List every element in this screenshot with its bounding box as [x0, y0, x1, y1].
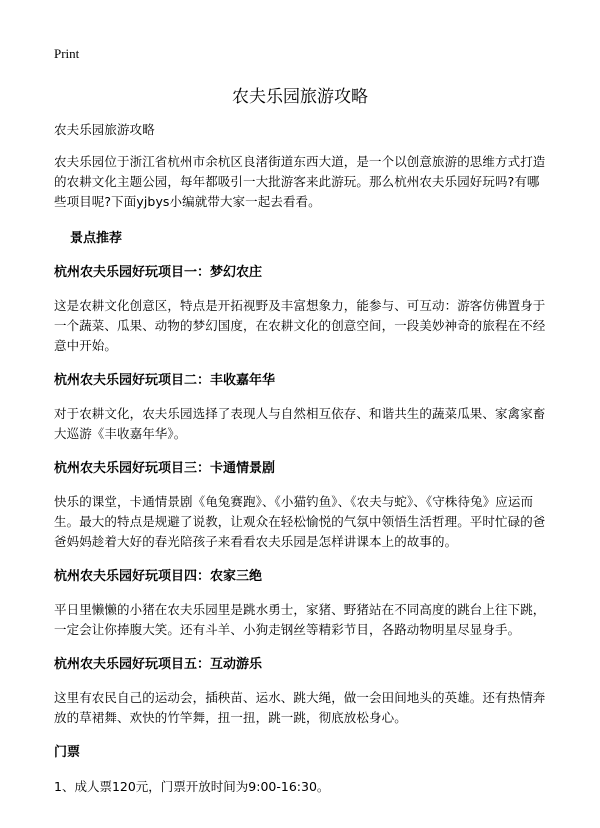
section-heading-attractions: 景点推荐 [70, 231, 123, 246]
item-paragraph-5: 这里有农民自己的运动会，插秧苗、运水、跳大绳，做一会田间地头的英雄。还有热情奔放的草裙舞、欢快的竹竿舞，扭一扭，跳一跳，彻底放松身心。 [54, 690, 546, 725]
ticket-line-1: 1、成人票120元，门票开放时间为9:00-16:30。 [54, 779, 330, 794]
item-heading-4: 杭州农夫乐园好玩项目四：农家三绝 [54, 569, 263, 584]
article-body [54, 120, 550, 796]
item-paragraph-3: 快乐的课堂，卡通情景剧《龟兔赛跑》、《小猫钓鱼》、《农夫与蛇》、《守株待兔》应运而生。最大的特点是规避了说教，让观众在轻松愉悦的气氛中领悟生活哲理。平时忙碌的爸爸妈妈趁着大好的春光陪孩子来看看农夫乐园是怎样讲课本上的故事的。 [54, 494, 546, 549]
article-title: 农夫乐园旅游攻略 [232, 87, 368, 107]
print-link[interactable]: Print [54, 46, 80, 61]
item-heading-1: 杭州农夫乐园好玩项目一：梦幻农庄 [54, 265, 263, 280]
item-paragraph-1: 这是农耕文化创意区，特点是开拓视野及丰富想象力，能参与、可互动：游客仿佛置身于一个蔬菜、瓜果、动物的梦幻国度，在农耕文化的创意空间，一段美妙神奇的旅程在不经意中开始。 [54, 298, 546, 353]
tickets-heading: 门票 [54, 745, 81, 760]
item-heading-2: 杭州农夫乐园好玩项目二：丰收嘉年华 [54, 373, 276, 388]
item-heading-3: 杭州农夫乐园好玩项目三：卡通情景剧 [54, 461, 276, 476]
intro-paragraph: 农夫乐园位于浙江省杭州市余杭区良渚街道东西大道，是一个以创意旅游的思维方式打造的农耕文化主题公园，每年都吸引一大批游客来此游玩。那么杭州农夫乐园好玩吗?有哪些项目呢?下面yjbys小编就带大家一起去看看。 [54, 154, 546, 209]
item-heading-5: 杭州农夫乐园好玩项目五：互动游乐 [54, 657, 263, 672]
article-subtitle: 农夫乐园旅游攻略 [54, 122, 155, 137]
item-paragraph-2: 对于农耕文化，农夫乐园选择了表现人与自然相互依存、和谐共生的蔬菜瓜果、家禽家畜大巡游《丰收嘉年华》。 [54, 406, 546, 441]
item-paragraph-4: 平日里懒懒的小猪在农夫乐园里是跳水勇士，家猪、野猪站在不同高度的跳台上往下跳，一定会让你捧腹大笑。还有斗羊、小狗走钢丝等精彩节目，各路动物明星尽显身手。 [54, 602, 546, 637]
